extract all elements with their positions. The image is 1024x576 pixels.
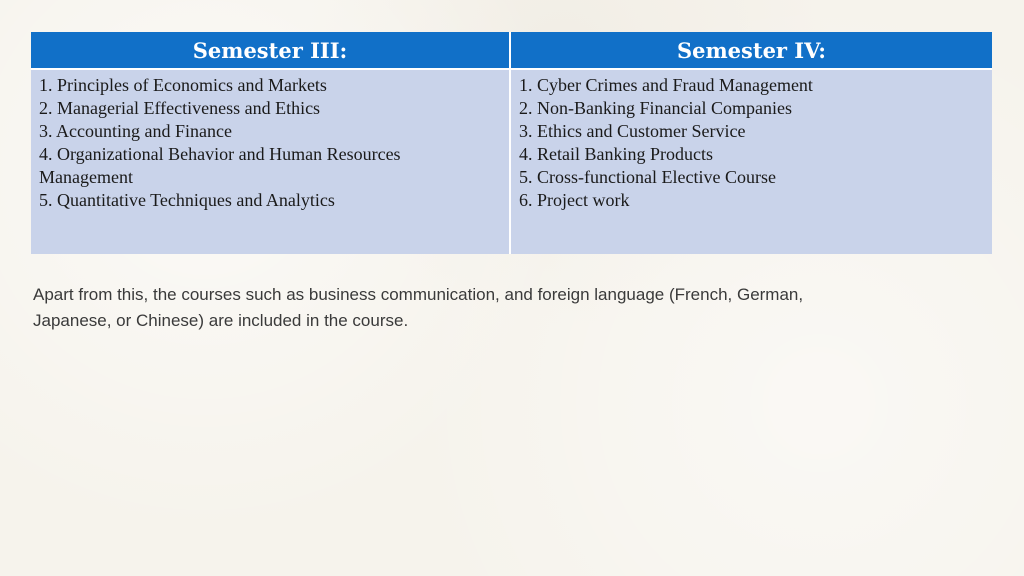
semester-3-courses — [31, 69, 510, 254]
list-item: 2. Non-Banking Financial Companies — [519, 98, 792, 118]
list-item: 5. Quantitative Techniques and Analytics — [39, 190, 335, 210]
course-table — [31, 32, 992, 254]
list-item: 3. Ethics and Customer Service — [519, 121, 746, 141]
list-item: 5. Cross-functional Elective Course — [519, 167, 776, 187]
list-item: 6. Project work — [519, 190, 630, 210]
semester-4-courses — [510, 69, 992, 254]
list-item-continuation: Management — [39, 167, 133, 187]
list-item: 1. Cyber Crimes and Fraud Management — [519, 75, 813, 95]
list-item: 4. Retail Banking Products — [519, 144, 713, 164]
note-paragraph — [33, 282, 933, 334]
header-semester-4: Semester IV: — [510, 32, 992, 69]
table-row — [31, 69, 992, 254]
list-item: 1. Principles of Economics and Markets — [39, 75, 327, 95]
list-item: 4. Organizational Behavior and Human Resources — [39, 144, 401, 164]
note-line-2: Japanese, or Chinese) are included in the course. — [33, 311, 409, 330]
list-item: 3. Accounting and Finance — [39, 121, 232, 141]
note-line-1: Apart from this, the courses such as business communication, and foreign language (French, German, — [33, 285, 804, 304]
header-semester-3: Semester III: — [31, 32, 510, 69]
list-item: 2. Managerial Effectiveness and Ethics — [39, 98, 321, 118]
table-header-row — [31, 32, 992, 69]
